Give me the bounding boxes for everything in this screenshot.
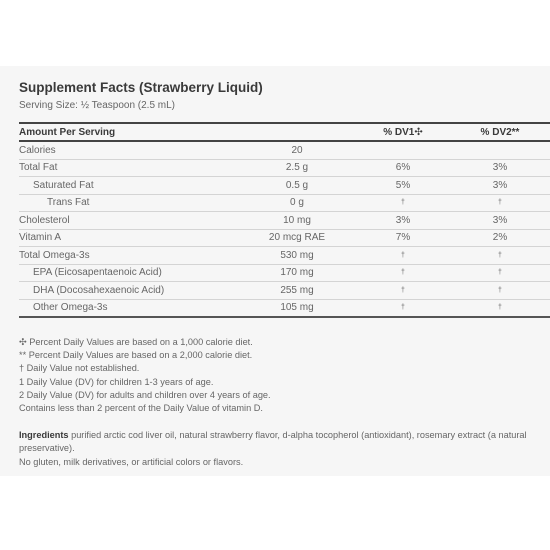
table-row: [19, 282, 550, 300]
header-dv2: % DV2**: [480, 126, 520, 138]
nutrient-amount: 255 mg: [237, 282, 357, 300]
nutrient-dv1: †: [357, 282, 449, 300]
footnote: ✣ Percent Daily Values are based on a 1,000 calorie diet.: [19, 337, 253, 347]
nutrient-dv2: 3%: [449, 159, 550, 177]
table-header-row: [19, 123, 550, 141]
table-row: [19, 194, 550, 212]
nutrient-dv2: [449, 141, 550, 159]
table-row: [19, 212, 550, 230]
nutrient-name: Total Omega-3s: [19, 247, 237, 265]
nutrient-name: Saturated Fat: [19, 177, 237, 195]
page-title: Supplement Facts (Strawberry Liquid): [19, 80, 263, 95]
footnote: ** Percent Daily Values are based on a 2,000 calorie diet.: [19, 350, 253, 361]
nutrient-name: Other Omega-3s: [19, 299, 237, 317]
nutrient-dv1: †: [357, 247, 449, 265]
nutrient-amount: 0.5 g: [237, 177, 357, 195]
nutrient-amount: 105 mg: [237, 299, 357, 317]
serving-size: Serving Size: ½ Teaspoon (2.5 mL): [19, 100, 176, 111]
table-row: [19, 159, 550, 177]
nutrient-amount: 2.5 g: [237, 159, 357, 177]
nutrient-name: Trans Fat: [19, 194, 237, 212]
footnotes: [19, 336, 550, 415]
nutrient-dv1: †: [357, 299, 449, 317]
header-amount-per-serving: Amount Per Serving: [19, 126, 116, 138]
header-dv1: % DV1✣: [383, 126, 423, 138]
ingredients-label: Ingredients: [19, 430, 69, 441]
footnote: † Daily Value not established.: [19, 363, 140, 374]
table-body: [19, 141, 550, 317]
nutrient-name: EPA (Eicosapentaenoic Acid): [19, 264, 237, 282]
supplement-facts-panel: [0, 66, 550, 476]
table-row: [19, 247, 550, 265]
nutrient-name: Total Fat: [19, 159, 237, 177]
ingredients-block: [19, 429, 550, 469]
nutrient-dv1: [357, 141, 449, 159]
ingredients-note: No gluten, milk derivatives, or artificial colors or flavors.: [19, 456, 244, 467]
nutrient-dv1: 5%: [357, 177, 449, 195]
nutrient-dv2: 3%: [449, 212, 550, 230]
table-row: [19, 177, 550, 195]
nutrient-amount: 530 mg: [237, 247, 357, 265]
nutrient-name: DHA (Docosahexaenoic Acid): [19, 282, 237, 300]
nutrient-dv2: 2%: [449, 229, 550, 247]
table-row: [19, 141, 550, 159]
nutrient-amount: 20 mcg RAE: [237, 229, 357, 247]
table-row: [19, 229, 550, 247]
nutrient-name: Cholesterol: [19, 212, 237, 230]
nutrient-amount: 0 g: [237, 194, 357, 212]
ingredients-list: purified arctic cod liver oil, natural strawberry flavor, d-alpha tocopherol (antioxidant), rosemary extract (a natural preservative).: [19, 430, 527, 454]
footnote: Contains less than 2 percent of the Daily Value of vitamin D.: [19, 403, 263, 414]
nutrient-dv2: 3%: [449, 177, 550, 195]
nutrient-dv1: †: [357, 194, 449, 212]
nutrient-dv1: 7%: [357, 229, 449, 247]
nutrient-dv2: †: [449, 194, 550, 212]
nutrient-amount: 10 mg: [237, 212, 357, 230]
table-row: [19, 264, 550, 282]
header-amount: [237, 123, 357, 141]
nutrient-name: Calories: [19, 141, 237, 159]
footnote: 1 Daily Value (DV) for children 1-3 years of age.: [19, 376, 214, 387]
nutrient-dv2: †: [449, 299, 550, 317]
nutrient-dv1: †: [357, 264, 449, 282]
nutrient-dv2: †: [449, 282, 550, 300]
nutrient-amount: 170 mg: [237, 264, 357, 282]
nutrient-dv2: †: [449, 247, 550, 265]
nutrient-dv2: †: [449, 264, 550, 282]
nutrient-dv1: 6%: [357, 159, 449, 177]
supplement-facts-content: [19, 79, 550, 469]
footnote: 2 Daily Value (DV) for adults and children over 4 years of age.: [19, 389, 271, 400]
nutrient-name: Vitamin A: [19, 229, 237, 247]
nutrient-dv1: 3%: [357, 212, 449, 230]
supplement-facts-table: [19, 122, 550, 318]
nutrient-amount: 20: [237, 141, 357, 159]
ingredients-text: [19, 429, 550, 455]
table-row: [19, 299, 550, 317]
